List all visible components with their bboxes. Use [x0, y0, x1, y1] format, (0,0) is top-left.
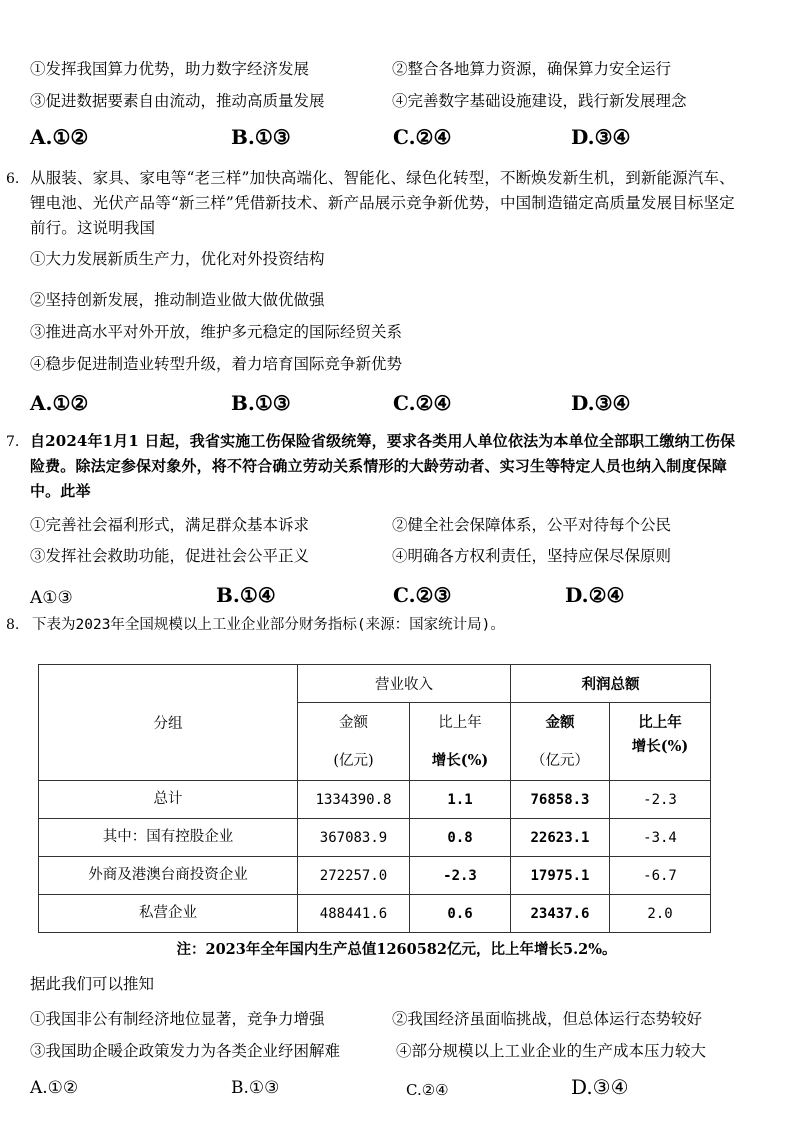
q7-option-1: ①完善社会福利形式，满足群众基本诉求 — [30, 516, 310, 534]
row-revenue: 272257.0 — [298, 857, 410, 895]
q8-answer-b: B.①③ — [231, 1078, 280, 1098]
q6-answer-a: A.①② — [30, 391, 89, 415]
q7-option-3: ③发挥社会救助功能，促进社会公平正义 — [30, 547, 310, 565]
financial-indicators-table — [38, 664, 711, 933]
row-name: 总计 — [39, 781, 298, 819]
row-revenue-growth: 1.1 — [410, 781, 511, 819]
q6-answer-d: D.③④ — [571, 391, 631, 415]
row-revenue-growth: 0.8 — [410, 819, 511, 857]
row-profit-growth: 2.0 — [610, 895, 711, 933]
amount-label: 金额 — [545, 713, 575, 731]
row-profit: 17975.1 — [511, 857, 610, 895]
table-row — [39, 895, 711, 933]
q7-option-4: ④明确各方权利责任，坚持应保尽保原则 — [392, 547, 672, 565]
growth-unit-label: 增长(%) — [431, 751, 489, 769]
q5-option-3: ③促进数据要素自由流动，推动高质量发展 — [30, 92, 325, 110]
growth-label: 比上年 — [438, 714, 482, 731]
row-profit-growth: -3.4 — [610, 819, 711, 857]
row-revenue-growth: 0.6 — [410, 895, 511, 933]
q5-option-4: ④完善数字基础设施建设，践行新发展理念 — [392, 92, 687, 110]
q8-answer-a: A.①② — [30, 1078, 79, 1098]
table-row — [39, 857, 711, 895]
q7-answer-a: A①③ — [30, 588, 73, 608]
header-profit: 利润总额 — [511, 665, 711, 703]
q7-option-2: ②健全社会保障体系，公平对待每个公民 — [392, 516, 672, 534]
q8-answer-c: C.②④ — [406, 1081, 449, 1099]
growth-label: 比上年 — [638, 714, 682, 731]
q6-option-1: ①大力发展新质生产力，优化对外投资结构 — [30, 250, 325, 268]
row-revenue: 1334390.8 — [298, 781, 410, 819]
row-profit-growth: -6.7 — [610, 857, 711, 895]
header-group: 分组 — [39, 665, 298, 781]
row-name: 外商及港澳台商投资企业 — [39, 857, 298, 895]
q6-answer-b: B.①③ — [231, 391, 291, 415]
unit-label: (亿元) — [333, 752, 374, 769]
row-revenue: 367083.9 — [298, 819, 410, 857]
row-profit: 23437.6 — [511, 895, 610, 933]
q8-option-3: ③我国助企暖企政策发力为各类企业纾困解难 — [30, 1042, 341, 1060]
row-revenue: 488441.6 — [298, 895, 410, 933]
q6-answer-c: C.②④ — [393, 391, 452, 415]
table-row — [39, 781, 711, 819]
table-note: 注：2023年全年国内生产总值1260582亿元，比上年增长5.2%。 — [176, 941, 617, 958]
q6-option-4: ④稳步促进制造业转型升级，着力培育国际竞争新优势 — [30, 355, 403, 373]
q8-option-4: ④部分规模以上工业企业的生产成本压力较大 — [396, 1042, 707, 1060]
q7-stem: 自2024年1月1 日起，我省实施工伤保险省级统筹，要求各类用人单位依法为本单位全部职工缴纳工伤保险费。除法定参保对象外，将不符合确立劳动关系情形的大龄劳动者、实习生等特定人员也纳入制度保障中。此举 — [30, 432, 736, 500]
q7-number: 7. — [6, 434, 20, 450]
row-revenue-growth: -2.3 — [410, 857, 511, 895]
q6-option-3: ③推进高水平对外开放，维护多元稳定的国际经贸关系 — [30, 323, 403, 341]
header-revenue: 营业收入 — [298, 665, 511, 703]
row-profit-growth: -2.3 — [610, 781, 711, 819]
q8-lead: 据此我们可以推知 — [30, 975, 155, 993]
row-name: 私营企业 — [39, 895, 298, 933]
unit-label: （亿元） — [531, 752, 589, 769]
row-name: 其中：国有控股企业 — [39, 819, 298, 857]
q5-option-2: ②整合各地算力资源，确保算力安全运行 — [392, 60, 672, 78]
q5-answer-d: D.③④ — [571, 125, 631, 149]
q5-option-1: ①发挥我国算力优势，助力数字经济发展 — [30, 60, 310, 78]
q6-option-2: ②坚持创新发展，推动制造业做大做优做强 — [30, 291, 325, 309]
row-profit: 76858.3 — [511, 781, 610, 819]
header-profit-growth — [610, 703, 711, 781]
q7-answer-d: D.②④ — [565, 583, 625, 607]
q8-number: 8. — [6, 617, 20, 633]
header-revenue-amount — [298, 703, 410, 781]
q5-answer-b: B.①③ — [231, 125, 291, 149]
amount-label: 金额 — [339, 714, 368, 731]
q7-answer-b: B.①④ — [216, 583, 276, 607]
table-row — [39, 819, 711, 857]
q6-number: 6. — [6, 171, 20, 187]
row-profit: 22623.1 — [511, 819, 610, 857]
header-revenue-growth — [410, 703, 511, 781]
q8-stem: 下表为2023年全国规模以上工业企业部分财务指标(来源：国家统计局)。 — [32, 617, 505, 633]
growth-unit-label: 增长(%) — [631, 738, 689, 755]
q8-answer-d: D.③④ — [571, 1075, 629, 1099]
header-profit-amount — [511, 703, 610, 781]
q8-option-2: ②我国经济虽面临挑战，但总体运行态势较好 — [392, 1010, 703, 1028]
q5-answer-c: C.②④ — [393, 125, 452, 149]
q8-option-1: ①我国非公有制经济地位显著，竞争力增强 — [30, 1010, 325, 1028]
q6-stem: 从服装、家具、家电等“老三样”加快高端化、智能化、绿色化转型，不断焕发新生机，到新能源汽车、锂电池、光伏产品等“新三样”凭借新技术、新产品展示竞争新优势，中国制造锚定高质量发展目标坚定前行。这说明我国 — [30, 169, 735, 237]
q7-answer-c: C.②③ — [393, 583, 452, 607]
q5-answer-a: A.①② — [30, 125, 89, 149]
